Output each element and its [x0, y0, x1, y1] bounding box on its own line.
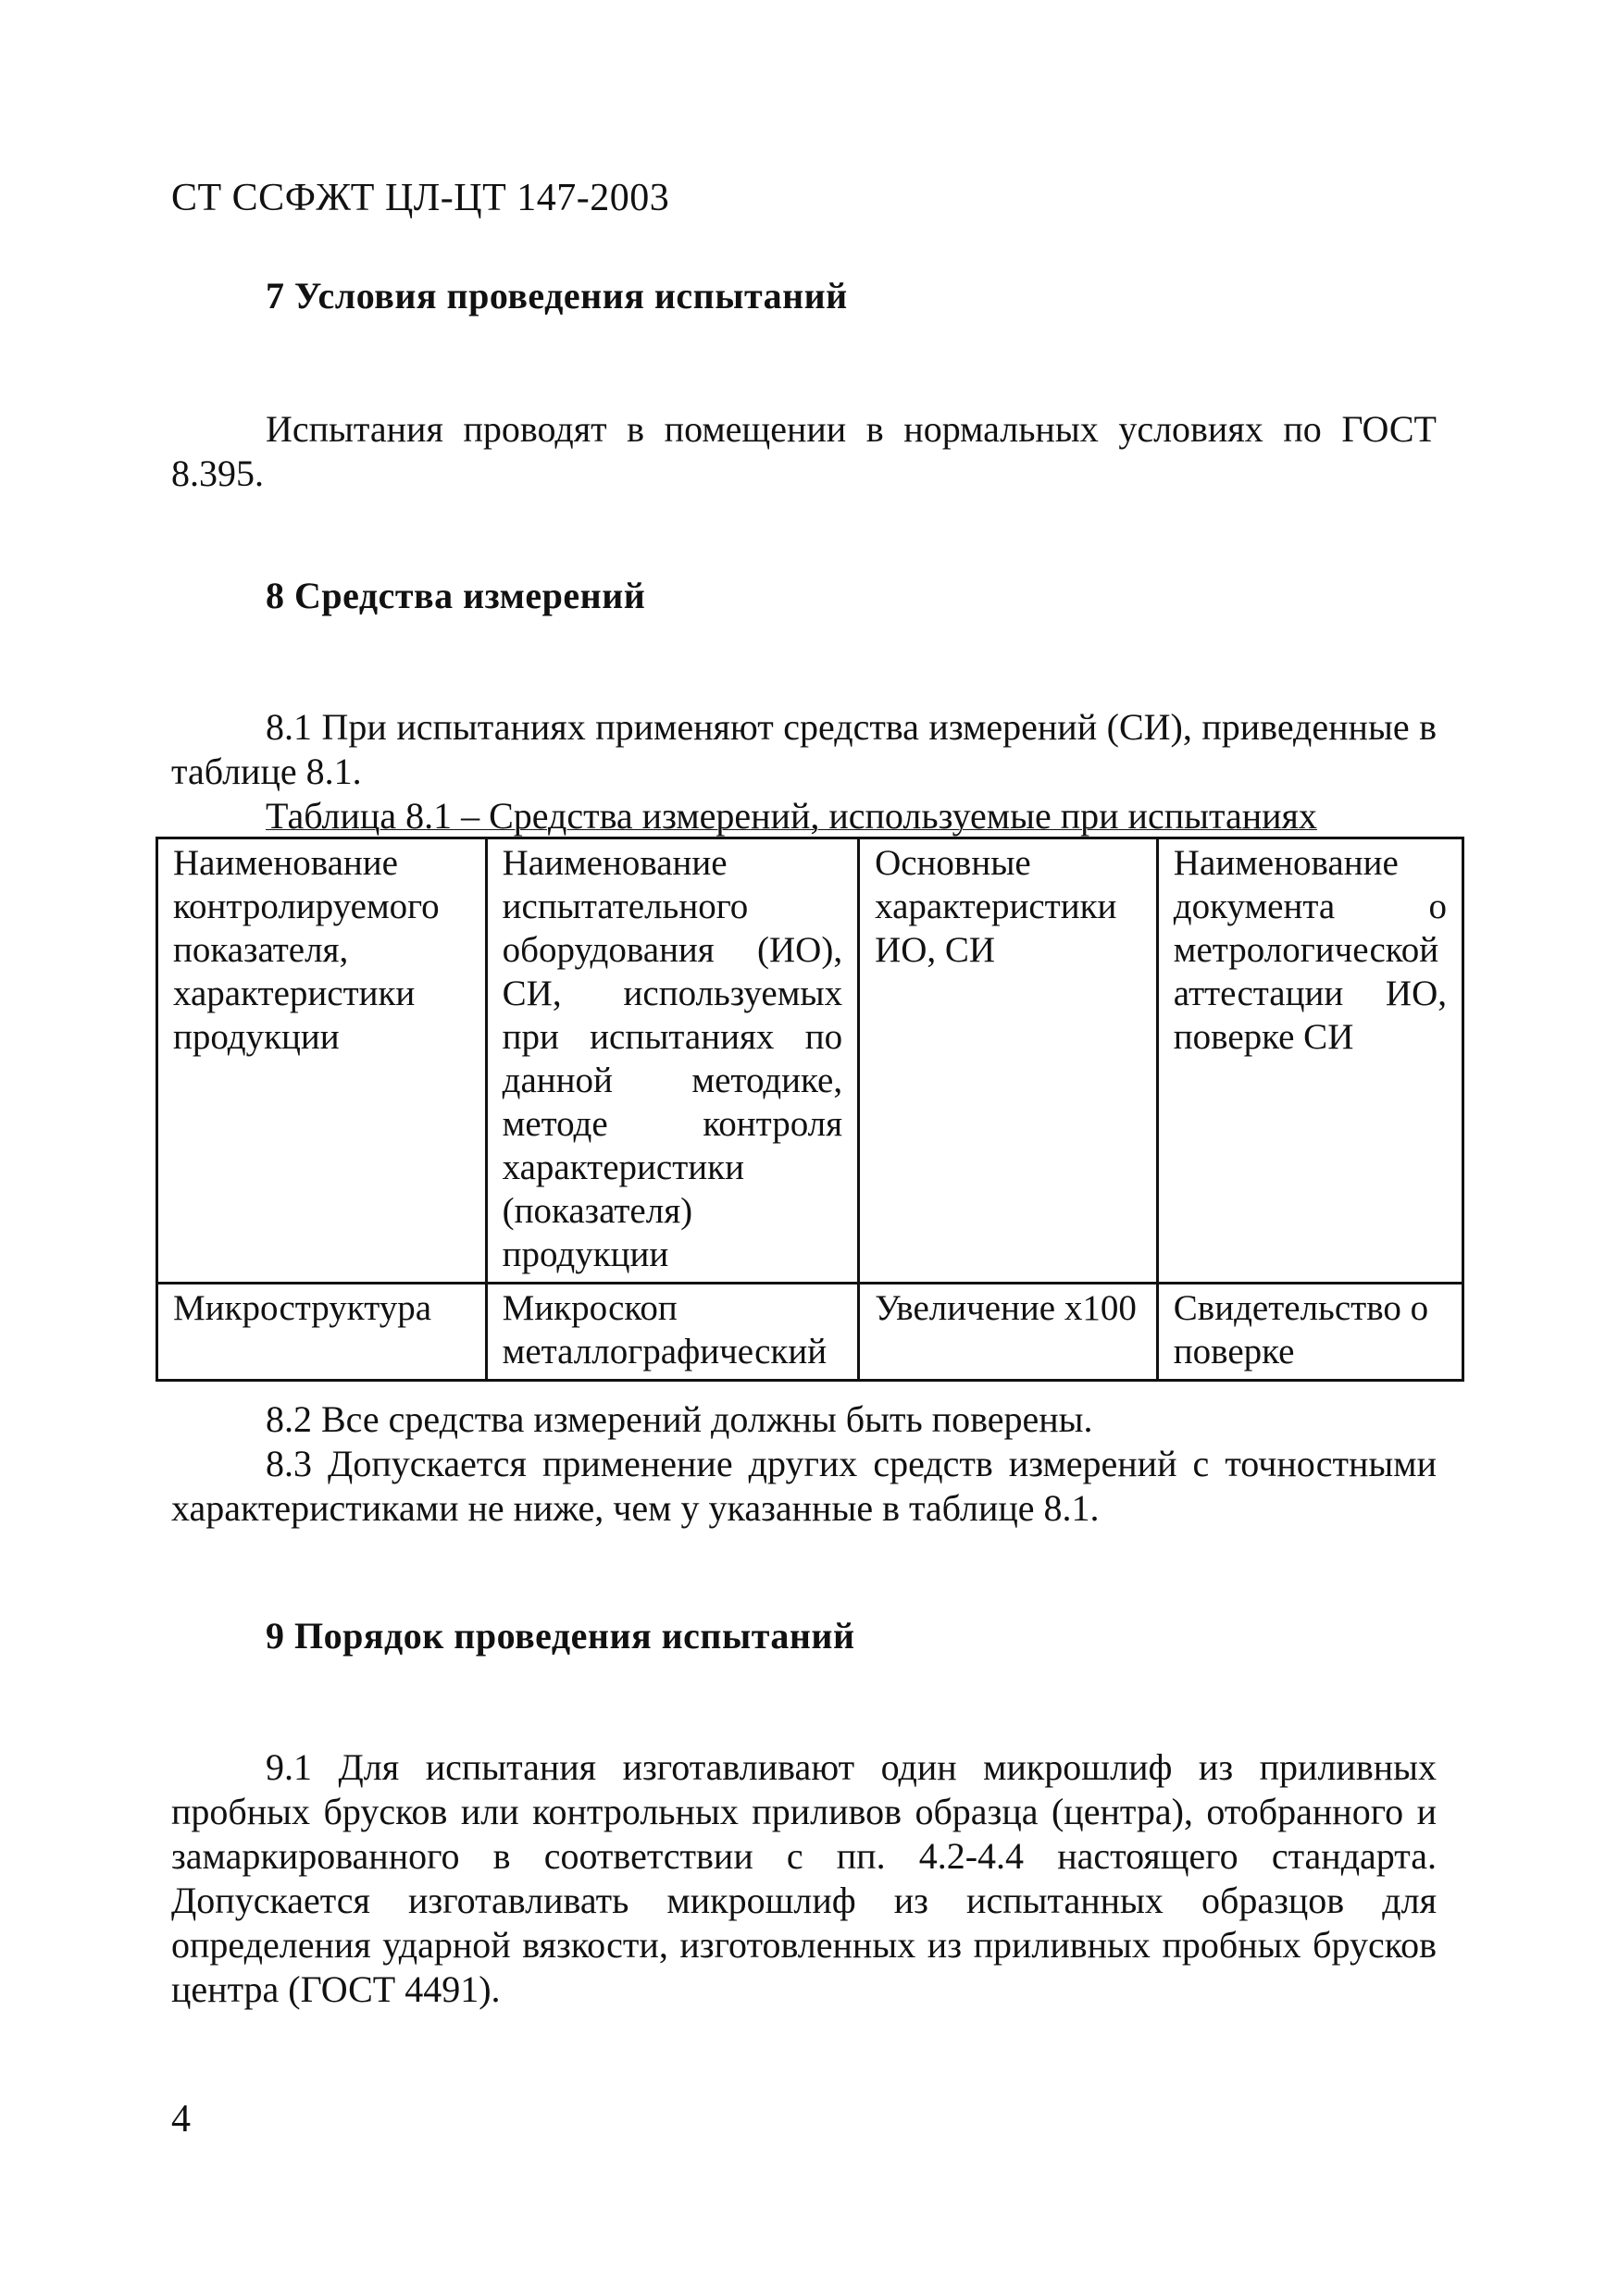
cell-characteristics: Увеличение х100 — [859, 1284, 1158, 1381]
header-cell-characteristics: Основные характеристики ИО, СИ — [859, 838, 1158, 1284]
header-cell-parameter: Наименование контролируемого показателя, характеристики продукции — [157, 838, 487, 1284]
document-code: СТ ССФЖТ ЦЛ-ЦТ 147-2003 — [171, 177, 670, 219]
table-caption: Таблица 8.1 – Средства измерений, используемые при испытаниях — [266, 795, 1317, 837]
section-8-title: 8 Средства измерений — [266, 575, 646, 616]
header-cell-document: Наименование документа о метрологической аттестации ИО, поверке СИ — [1157, 838, 1462, 1284]
section-9-title: 9 Порядок проведения испытаний — [266, 1615, 855, 1657]
table-row — [157, 1284, 1463, 1381]
paragraph-8-3: 8.3 Допускается применение других средств измерений с точностными характеристиками не ниже, чем у указанные в таблице 8.1. — [171, 1443, 1437, 1529]
page-number: 4 — [171, 2098, 191, 2141]
measurement-instruments-table — [156, 837, 1464, 1382]
paragraph-8-2: 8.2 Все средства измерений должны быть поверены. — [266, 1398, 1093, 1440]
cell-parameter: Микроструктура — [157, 1284, 487, 1381]
section-7-text: Испытания проводят в помещении в нормальных условиях по ГОСТ 8.395. — [171, 408, 1437, 494]
cell-document: Свидетельство о поверке — [1157, 1284, 1462, 1381]
cell-equipment: Микроскоп металлографический — [486, 1284, 858, 1381]
table-header-row — [157, 838, 1463, 1284]
paragraph-8-1: 8.1 При испытаниях применяют средства измерений (СИ), приведенные в таблице 8.1. — [171, 706, 1437, 792]
paragraph-9-1: 9.1 Для испытания изготавливают один микрошлиф из приливных пробных брусков или контрольных приливов образца (центра), отобранного и замаркированного в соответствии с пп. 4.2-4.4 настоящего стандарта. Допускается изготавливать микрошлиф из испытанных образцов для определения ударной вязкости, изготовленных из приливных пробных брусков центра (ГОСТ 4491). — [171, 1746, 1437, 2010]
header-cell-equipment: Наименование испытательного оборудования (ИО), СИ, используемых при испытаниях по данной методике, методе контроля характеристики (показателя) продукции — [486, 838, 858, 1284]
section-7-title: 7 Условия проведения испытаний — [266, 275, 848, 316]
